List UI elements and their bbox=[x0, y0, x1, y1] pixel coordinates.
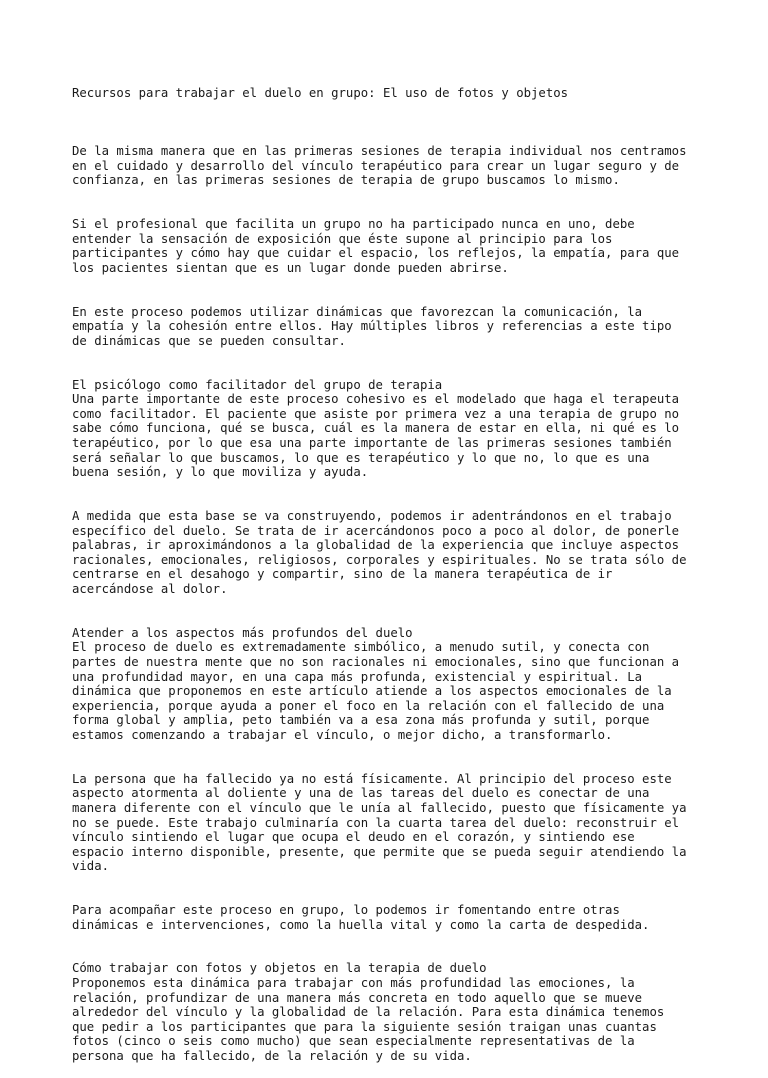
paragraph bbox=[72, 290, 712, 348]
paragraph-text: Si el profesional que facilita un grupo no ha participado nunca en uno, debe entender la sensación de exposición que éste supone al principio para los participantes y cómo hay que cuidar el espacio, los reflejos, la empatía, para que los pacientes sientan que es un lugar donde pueden abrirse. bbox=[72, 217, 680, 275]
paragraph bbox=[72, 888, 712, 932]
document-page bbox=[72, 86, 712, 1078]
paragraph-text: A medida que esta base se va construyendo, podemos ir adentrándonos en el trabajo específico del duelo. Se trata de ir acercándonos poco a poco al dolor, de ponerle palabras, ir aproximándonos a la globalidad de la experiencia que incluye aspectos racionales, emocionales, religiosos, corporales y espirituales. No se trata sólo de centrarse en el desahogo y compartir, sino de la manera terapéutica de ir acercándose al dolor. bbox=[72, 509, 687, 596]
section-heading: Atender a los aspectos más profundos del duelo bbox=[72, 625, 413, 640]
section-paragraph bbox=[72, 611, 712, 742]
paragraph bbox=[72, 757, 712, 874]
section-paragraph bbox=[72, 947, 712, 1064]
section-paragraph bbox=[72, 363, 712, 480]
section-heading: Cómo trabajar con fotos y objetos en la terapia de duelo bbox=[72, 961, 487, 976]
paragraph-text: El proceso de duelo es extremadamente simbólico, a menudo sutil, y conecta con partes de nuestra mente que no son racionales ni emocionales, sino que funcionan a una profundidad mayor, en una capa más profunda, existencial y espiritual. La dinámica que proponemos en este artículo atiende a los aspectos emocionales de la experiencia, porque ayuda a poner el foco en la relación con el fallecido de una forma global y amplia, peto también va a esa zona más profunda y sutil, porque estamos comenzando a trabajar el vínculo, o mejor dicho, a transformarlo. bbox=[72, 640, 680, 742]
paragraph-text: Una parte importante de este proceso cohesivo es el modelado que haga el terapeuta como facilitador. El paciente que asiste por primera vez a una terapia de grupo no sabe cómo funciona, qué se busca, cuál es la manera de estar en ella, ni qué es lo terapéutico, por lo que esa una parte importante de las primeras sesiones también será señalar lo que buscamos, lo que es terapéutico y lo que no, lo que es una buena sesión, y lo que moviliza y ayuda. bbox=[72, 392, 680, 480]
paragraph-text: Para acompañar este proceso en grupo, lo podemos ir fomentando entre otras dinámicas e intervenciones, como la huella vital y como la carta de despedida. bbox=[72, 903, 650, 932]
section-heading: El psicólogo como facilitador del grupo de terapia bbox=[72, 377, 443, 392]
paragraph-text: Proponemos esta dinámica para trabajar con más profundidad las emociones, la relación, profundizar de una manera más concreta en todo aquello que se mueve alrededor del vínculo y la globalidad de la relación. Para esta dinámica tenemos que pedir a los participantes que para la siguiente sesión traigan unas cuantas fotos (cinco o seis como mucho) que sean especialmente representativas de la persona que ha fallecido, de la relación y de su vida. bbox=[72, 976, 665, 1063]
paragraph bbox=[72, 494, 712, 596]
paragraph bbox=[72, 130, 712, 188]
paragraph-text: En este proceso podemos utilizar dinámicas que favorezcan la comunicación, la empatía y la cohesión entre ellos. Hay múltiples libros y referencias a este tipo de dinámicas que se pueden consultar. bbox=[72, 304, 672, 348]
paragraph-text: De la misma manera que en las primeras sesiones de terapia individual nos centramos en el cuidado y desarrollo del vínculo terapéutico para crear un lugar seguro y de confianza, en las primeras sesiones de terapia de grupo buscamos lo mismo. bbox=[72, 144, 687, 188]
document-title: Recursos para trabajar el duelo en grupo: El uso de fotos y objetos bbox=[72, 86, 569, 100]
paragraph bbox=[72, 203, 712, 276]
paragraph-text: La persona que ha fallecido ya no está físicamente. Al principio del proceso este aspecto atormenta al doliente y una de las tareas del duelo es conectar de una manera diferente con el vínculo que le unía al fallecido, puesto que físicamente ya no se puede. Este trabajo culminaría con la cuarta tarea del duelo: reconstruir el vínculo sintiendo el lugar que ocupa el deudo en el corazón, y sintiendo ese espacio interno disponible, presente, que permite que se pueda seguir atendiendo la vida. bbox=[72, 771, 687, 874]
